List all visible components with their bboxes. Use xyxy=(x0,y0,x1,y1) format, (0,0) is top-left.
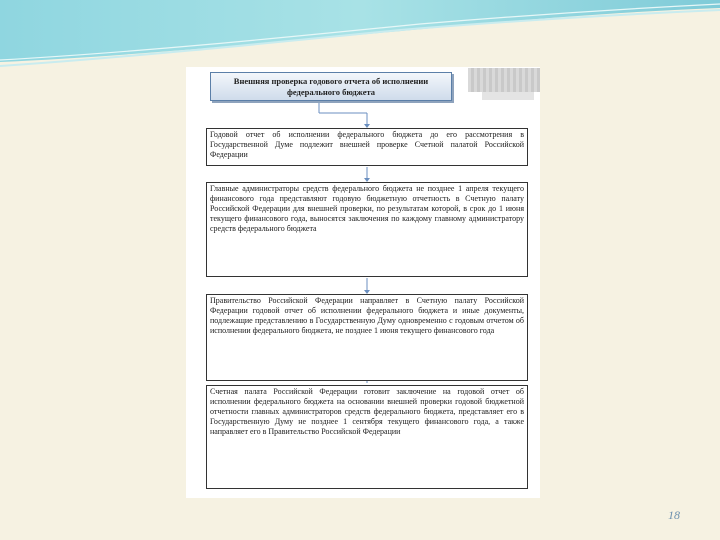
header-wave-decoration xyxy=(0,0,720,70)
diagram-page xyxy=(186,67,540,498)
slide-number: 18 xyxy=(668,508,680,522)
flow-step-1: Годовой отчет об исполнении федерального бюджета до его рассмотрения в Государственной Думе подлежит внешней проверке Счетной палатой Российской Федерации xyxy=(206,128,528,166)
flow-step-2: Главные администраторы средств федерального бюджета не позднее 1 апреля текущего финансового года представляют годовую бюджетную отчетность в Счетную палату Российской Федерации для внешней проверки, по результатам которой, в срок до 1 июня текущего финансового года, выносятся заключения по каждому главному администратору средств федерального бюджета xyxy=(206,182,528,277)
flow-step-4: Счетная палата Российской Федерации готовит заключение на годовой отчет об исполнении федерального бюджета на основании внешней проверки годовой бюджетной отчетности главных администраторов средств федерального бюджета, представляет его в Государственную Думу не позднее 1 сентября текущего финансового года, а также направляет его в Правительство Российской Федерации xyxy=(206,385,528,489)
diagram-title: Внешняя проверка годового отчета об исполнении федерального бюджета xyxy=(210,72,452,101)
flow-step-3: Правительство Российской Федерации направляет в Счетную палату Российской Федерации годовой отчет об исполнении федерального бюджета и иные документы, подлежащие представлению в Государственную Думу одновременно с годовым отчетом об исполнении федерального бюджета, не позднее 1 июня текущего финансового года xyxy=(206,294,528,381)
